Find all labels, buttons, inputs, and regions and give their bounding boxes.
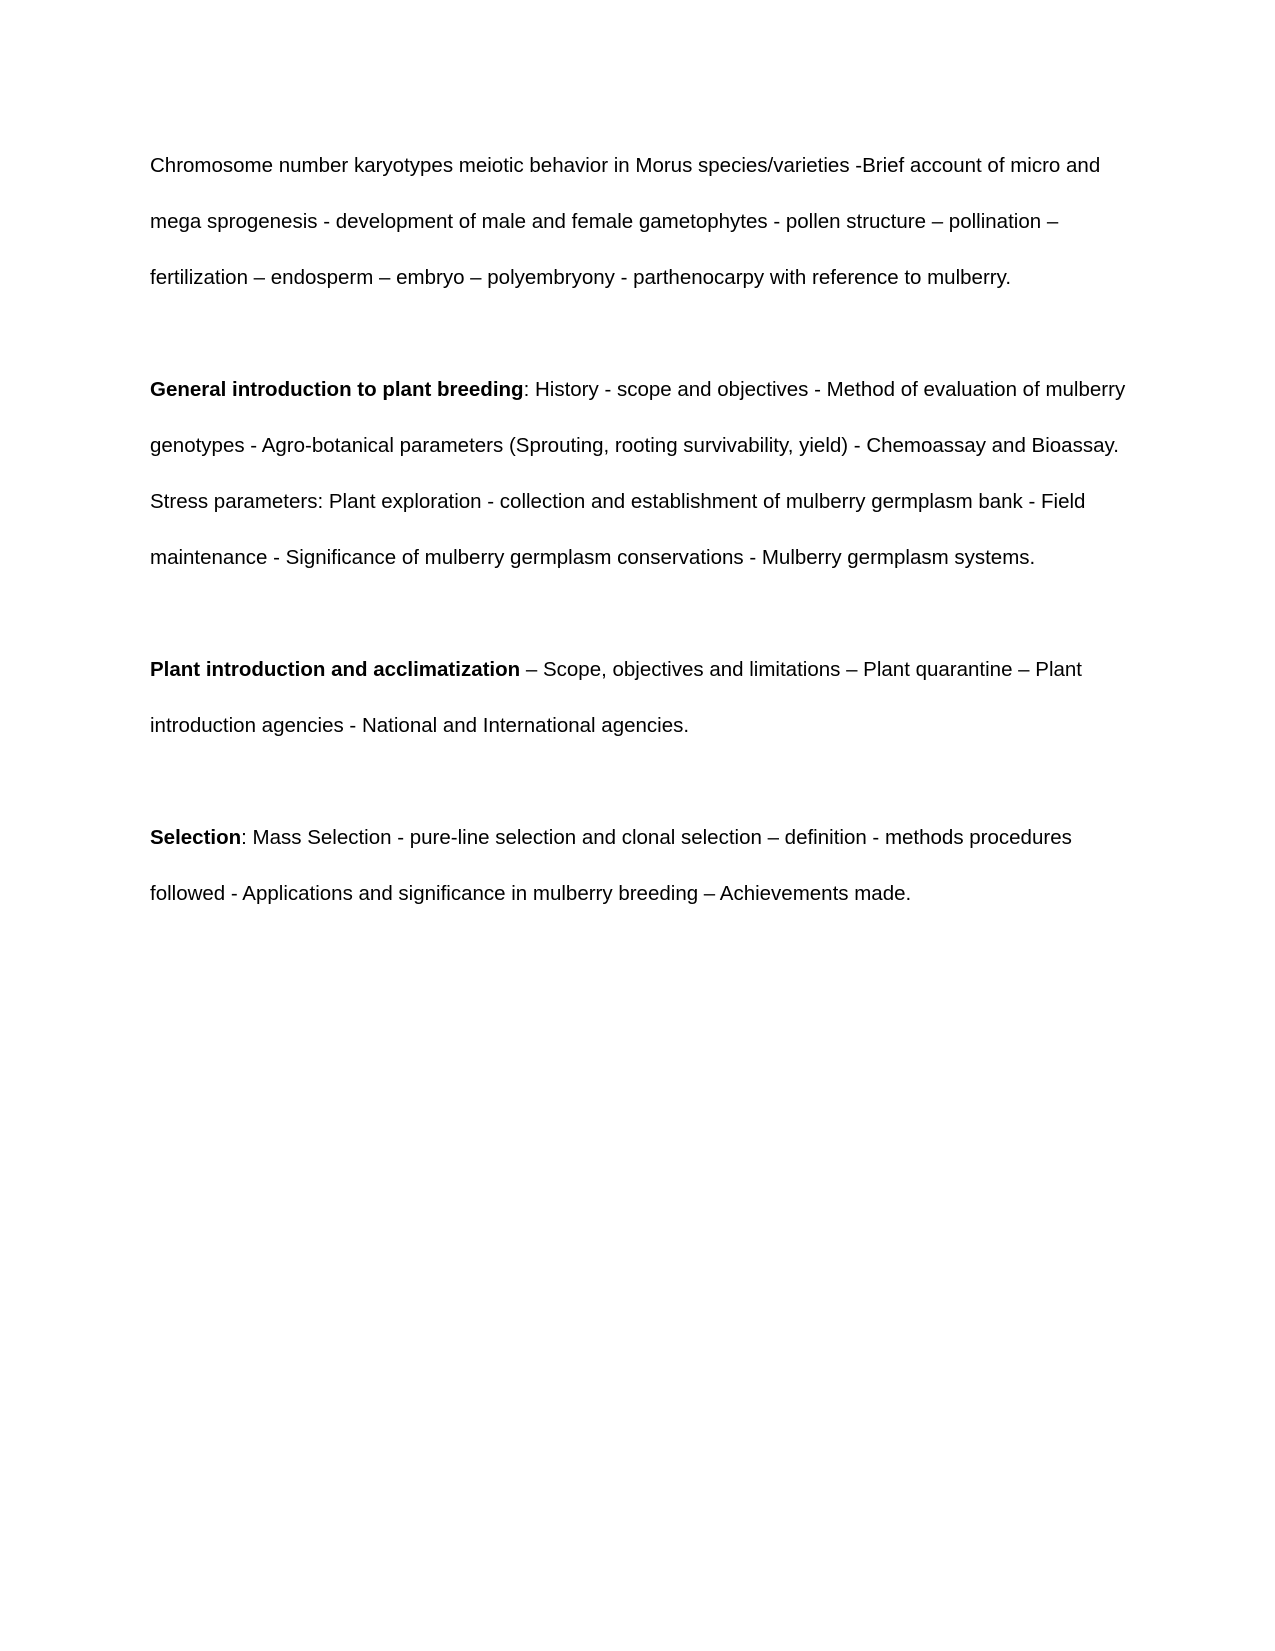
paragraph-stress-parameters	[150, 474, 1140, 586]
paragraph-plant-introduction	[150, 642, 1140, 754]
paragraph-spacer	[150, 754, 1140, 810]
paragraph-stress-parameters-text: Stress parameters: Plant exploration - collection and establishment of mulberry germplasm bank - Field maintenance - Significance of mulberry germplasm conservations - Mulberry germplasm systems.	[150, 490, 1086, 569]
document-body	[150, 138, 1140, 922]
paragraph-selection-heading: Selection	[150, 826, 242, 849]
paragraph-spacer	[150, 306, 1140, 362]
paragraph-selection-text: : Mass Selection - pure-line selection and clonal selection – definition - methods procedures followed - Applications and significance in mulberry breeding – Achievements made.	[150, 826, 1072, 905]
paragraph-plant-introduction-text: – Scope, objectives and limitations – Plant quarantine – Plant introduction agencies - National and International agencies.	[150, 658, 1082, 737]
paragraph-plant-introduction-heading: Plant introduction and acclimatization	[150, 658, 521, 681]
paragraph-cytology-text: Chromosome number karyotypes meiotic behavior in Morus species/varieties -Brief account of micro and mega sprogenesis - development of male and female gametophytes - pollen structure – pollination – fertilization – endosperm – embryo – polyembryony - parthenocarpy with reference to mulberry.	[150, 154, 1101, 289]
paragraph-selection	[150, 810, 1140, 922]
paragraph-plant-breeding	[150, 362, 1140, 474]
paragraph-cytology	[150, 138, 1140, 306]
paragraph-plant-breeding-text: : History - scope and objectives - Method of evaluation of mulberry genotypes - Agro-botanical parameters (Sprouting, rooting survivability, yield) - Chemoassay and Bioassay.	[150, 378, 1126, 457]
paragraph-plant-breeding-heading: General introduction to plant breeding	[150, 378, 524, 401]
paragraph-spacer	[150, 586, 1140, 642]
